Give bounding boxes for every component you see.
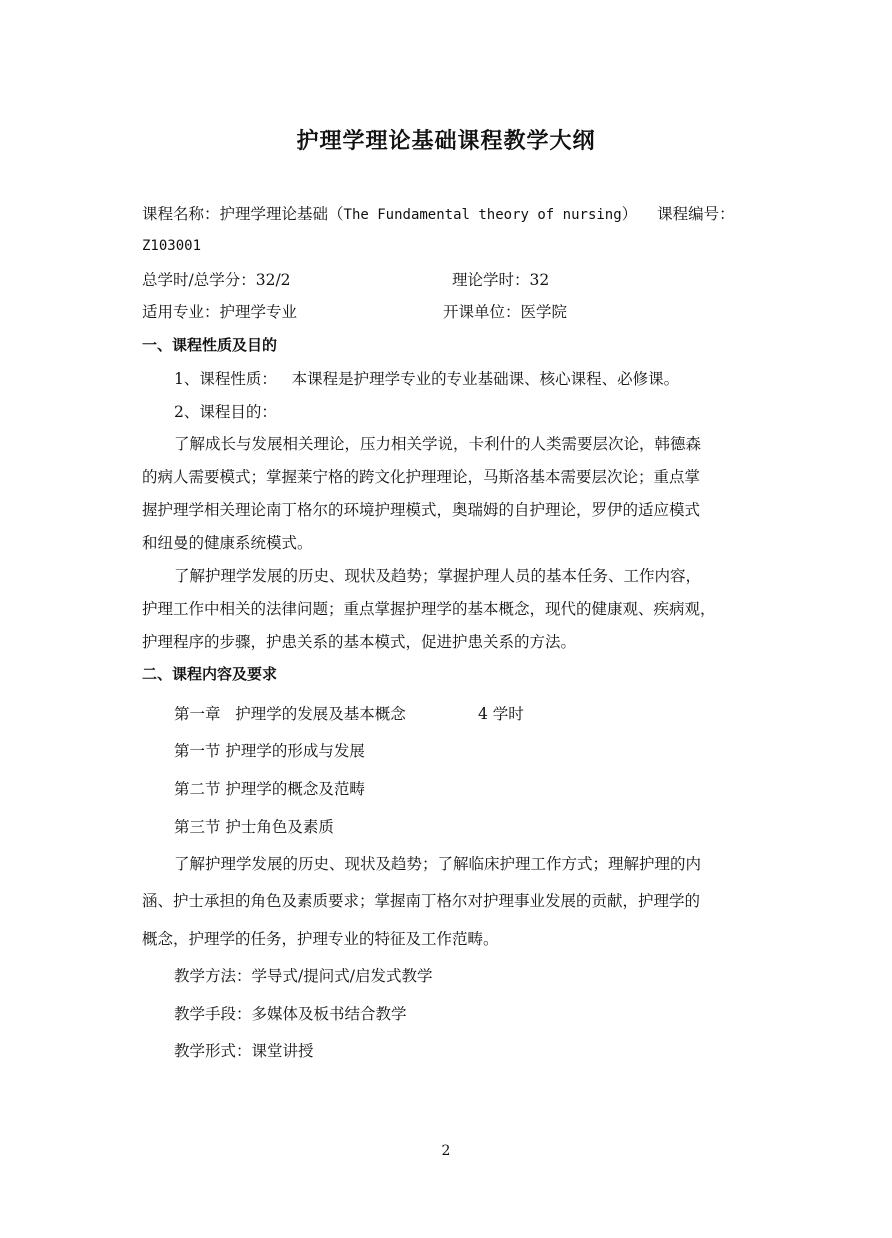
purpose-para2-line: 护理程序的步骤，护患关系的基本模式，促进护患关系的方法。 xyxy=(142,633,577,651)
hours-credits: 总学时/总学分：32/2 xyxy=(142,271,291,289)
purpose-para1-line: 了解成长与发展相关理论，压力相关学说，卡利什的人类需要层次论，韩德森 xyxy=(174,435,702,453)
chapter-title: 第一章 护理学的发展及基本概念 xyxy=(174,705,406,723)
chapter-section: 第一节 护理学的形成与发展 xyxy=(174,742,365,760)
purpose-para2-line: 护理工作中相关的法律问题；重点掌握护理学的基本概念，现代的健康观、疾病观， xyxy=(142,600,716,618)
section2-heading: 二、课程内容及要求 xyxy=(142,665,278,683)
chapter-section: 第三节 护士角色及素质 xyxy=(174,818,334,836)
course-name-en: The Fundamental theory of nursing xyxy=(343,207,622,223)
course-nature: 1、课程性质： 本课程是护理学专业的专业基础课、核心课程、必修课。 xyxy=(174,370,680,388)
teaching-method: 教学方法：学导式/提问式/启发式教学 xyxy=(174,967,433,985)
chapter-section: 第二节 护理学的概念及范畴 xyxy=(174,780,365,798)
course-purpose-label: 2、课程目的： xyxy=(174,403,277,421)
purpose-para2-line: 了解护理学发展的历史、现状及趋势；掌握护理人员的基本任务、工作内容， xyxy=(174,567,702,585)
course-name-close: ） xyxy=(621,205,638,223)
section1-heading: 一、课程性质及目的 xyxy=(142,336,278,354)
teaching-form: 教学形式：课堂讲授 xyxy=(174,1042,314,1060)
chapter-para-line: 概念，护理学的任务，护理专业的特征及工作范畴。 xyxy=(142,930,499,948)
chapter-hours: 4 学时 xyxy=(478,705,524,723)
purpose-para1-line: 的病人需要模式；掌握莱宁格的跨文化护理理论，马斯洛基本需要层次论；重点掌 xyxy=(142,468,701,486)
offering-unit: 开课单位：医学院 xyxy=(443,303,568,321)
course-name-line xyxy=(142,204,735,225)
purpose-para1-line: 握护理学相关理论南丁格尔的环境护理模式，奥瑞姆的自护理论，罗伊的适应模式 xyxy=(142,501,701,519)
theory-hours: 理论学时：32 xyxy=(452,271,550,289)
teaching-means: 教学手段：多媒体及板书结合教学 xyxy=(174,1005,407,1023)
course-code: Z103001 xyxy=(142,238,202,254)
chapter-para-line: 涵、护士承担的角色及素质要求；掌握南丁格尔对护理事业发展的贡献，护理学的 xyxy=(142,892,701,910)
purpose-para1-line: 和纽曼的健康系统模式。 xyxy=(142,534,313,552)
page-number: 2 xyxy=(441,1143,451,1159)
applicable-major: 适用专业：护理学专业 xyxy=(142,303,298,321)
chapter-para-line: 了解护理学发展的历史、现状及趋势；了解临床护理工作方式；理解护理的内 xyxy=(174,855,702,873)
document-title: 护理学理论基础课程教学大纲 xyxy=(296,129,596,154)
course-name-label: 课程名称：护理学理论基础（ xyxy=(142,205,344,223)
course-code-label: 课程编号： xyxy=(657,205,735,223)
